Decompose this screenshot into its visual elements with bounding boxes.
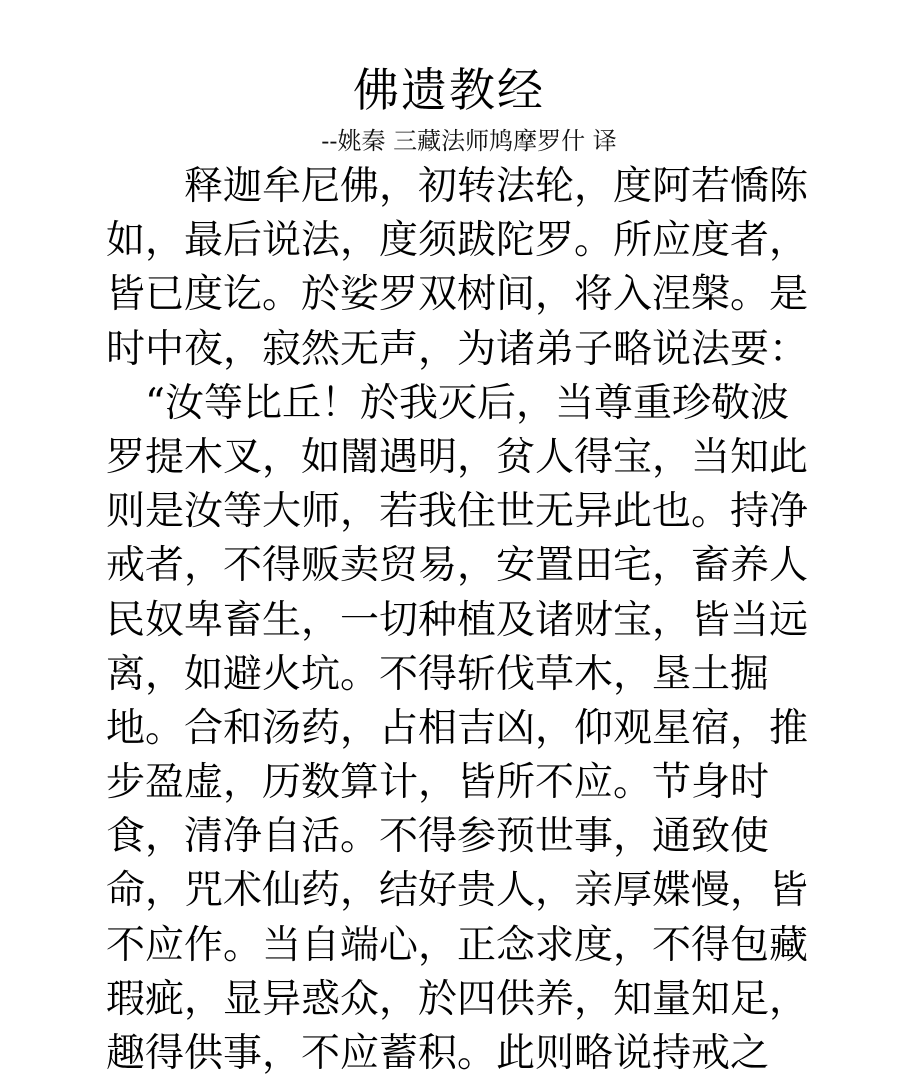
text-line: 地。合和汤药，占相吉凶，仰观星宿，推 (106, 705, 809, 751)
text-line: 如，最后说法，度须跋陀罗。所应度者， (106, 218, 809, 264)
text-line: 步盈虚，历数算计，皆所不应。节身时 (106, 760, 770, 806)
text-line: 食，清净自活。不得参预世事，通致使 (106, 814, 770, 860)
text-line: 罗提木叉，如闇遇明，贫人得宝，当知此 (106, 434, 809, 480)
text-line: 命，咒术仙药，结好贵人，亲厚媟慢，皆 (106, 868, 809, 914)
text-line: 则是汝等大师，若我住世无异此也。持净 (106, 489, 809, 535)
text-line: 瑕疵，显异惑众，於四供养，知量知足， (106, 976, 809, 1022)
text-line: 皆已度讫。於娑罗双树间，将入涅槃。是 (106, 272, 809, 318)
page-title: 佛遗教经 (353, 63, 545, 117)
text-line: 不应作。当自端心，正念求度，不得包藏 (106, 922, 809, 968)
text-line: 民奴卑畜生，一切种植及诸财宝，皆当远 (106, 597, 809, 643)
text-line: 时中夜，寂然无声，为诸弟子略说法要： (106, 326, 809, 372)
text-line: “汝等比丘！於我灭后，当尊重珍敬波 (106, 380, 789, 426)
text-line: 离，如避火坑。不得斩伐草木，垦土掘 (106, 651, 770, 697)
translator-byline: --姚秦 三藏法师鸠摩罗什 译 (321, 127, 617, 155)
text-line: 趣得供事，不应蓄积。此则略说持戒之 (106, 1031, 770, 1076)
scripture-body (106, 160, 826, 1081)
text-line: 释迦牟尼佛，初转法轮，度阿若憍陈 (106, 164, 809, 209)
text-line: 戒者，不得贩卖贸易，安置田宅，畜养人 (106, 543, 809, 589)
